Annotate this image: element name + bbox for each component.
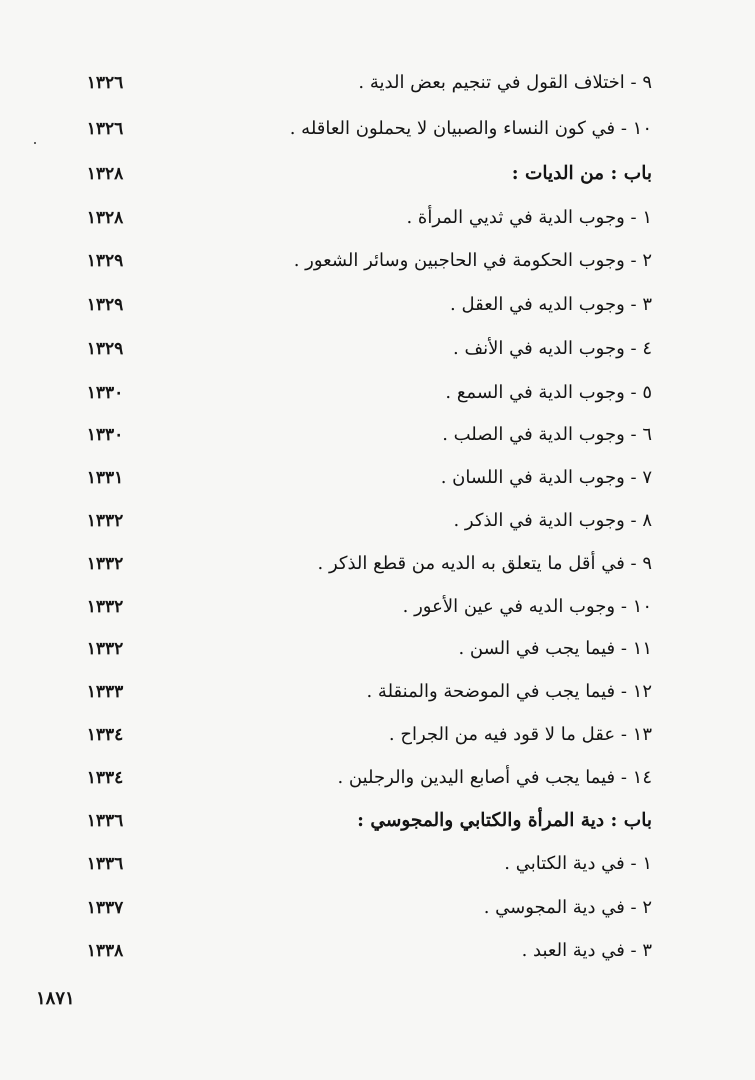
toc-entry-text: ٢ - في دية المجوسي .	[483, 897, 652, 918]
toc-page-number: ١٣٢٩	[86, 295, 124, 315]
toc-page-number: ١٣٣٢	[86, 639, 124, 659]
toc-entry-text: ٥ - وجوب الدية في السمع .	[445, 382, 652, 403]
toc-entry-text: ١ - في دية الكتابي .	[504, 853, 652, 874]
toc-entry-text: ٨ - وجوب الدية في الذكر .	[453, 510, 652, 531]
toc-page-number: ١٣٣٤	[86, 725, 124, 745]
toc-section-heading-row	[70, 806, 652, 850]
toc-row	[70, 290, 652, 334]
toc-row	[70, 936, 652, 980]
toc-page-number: ١٣٣٢	[86, 554, 124, 574]
toc-entry-text: ١ - وجوب الدية في ثديي المرأة .	[406, 207, 652, 228]
toc-row	[70, 378, 652, 422]
toc-page-number: ١٣٢٨	[86, 208, 124, 228]
toc-entry-text: ٩ - في أقل ما يتعلق به الديه من قطع الذكر .	[317, 553, 652, 574]
toc-page-number: ١٣٢٨	[86, 164, 124, 184]
toc-row	[70, 592, 652, 636]
toc-entry-text: ٦ - وجوب الدية في الصلب .	[442, 424, 652, 445]
toc-entry-text: ١٢ - فيما يجب في الموضحة والمنقلة .	[366, 681, 652, 702]
toc-row	[70, 68, 652, 112]
toc-entry-text: ١١ - فيما يجب في السن .	[458, 638, 652, 659]
toc-page-number: ١٣٢٩	[86, 339, 124, 359]
toc-page-number: ١٣٣٧	[86, 898, 124, 918]
toc-row	[70, 246, 652, 290]
toc-row	[70, 114, 652, 158]
toc-row	[70, 634, 652, 678]
toc-row	[70, 549, 652, 593]
toc-row	[70, 463, 652, 507]
toc-row	[70, 420, 652, 464]
folio-page-number: ١٨٧١	[36, 988, 75, 1009]
toc-row	[70, 849, 652, 893]
toc-section-heading: باب : دية المرأة والكتابي والمجوسي :	[357, 810, 652, 831]
toc-entry-text: ٤ - وجوب الديه في الأنف .	[453, 338, 652, 359]
toc-row	[70, 893, 652, 937]
toc-row	[70, 506, 652, 550]
toc-row	[70, 763, 652, 807]
toc-entry-text: ١٤ - فيما يجب في أصابع اليدين والرجلين .	[337, 767, 652, 788]
toc-page-number: ١٣٣٢	[86, 511, 124, 531]
toc-page-number: ١٣٣٦	[86, 811, 124, 831]
toc-section-heading: باب : من الديات :	[511, 163, 652, 184]
toc-page-number: ١٣٣٢	[86, 597, 124, 617]
toc-entry-text: ٣ - في دية العبد .	[521, 940, 652, 961]
toc-page-number: ١٣٣٠	[86, 425, 124, 445]
toc-row	[70, 677, 652, 721]
toc-page-number: ١٣٣٨	[86, 941, 124, 961]
toc-page-number: ١٣٢٦	[86, 119, 124, 139]
print-speck	[34, 142, 36, 144]
toc-entry-text: ١٠ - في كون النساء والصبيان لا يحملون العاقله .	[289, 118, 652, 139]
toc-section-heading-row	[70, 159, 652, 203]
toc-row	[70, 720, 652, 764]
toc-page-number: ١٣٣٣	[86, 682, 124, 702]
toc-entry-text: ٩ - اختلاف القول في تنجيم بعض الدية .	[358, 72, 652, 93]
toc-entry-text: ١٠ - وجوب الديه في عين الأعور .	[402, 596, 652, 617]
toc-entry-text: ١٣ - عقل ما لا قود فيه من الجراح .	[388, 724, 652, 745]
toc-entry-text: ٧ - وجوب الدية في اللسان .	[440, 467, 652, 488]
toc-entry-text: ٣ - وجوب الديه في العقل .	[450, 294, 652, 315]
toc-page-number: ١٣٣٤	[86, 768, 124, 788]
toc-page-number: ١٣٣١	[86, 468, 124, 488]
toc-page-number: ١٣٢٩	[86, 251, 124, 271]
toc-page-number: ١٣٣٦	[86, 854, 124, 874]
toc-entry-text: ٢ - وجوب الحكومة في الحاجبين وسائر الشعور .	[293, 250, 652, 271]
toc-page-number: ١٣٣٠	[86, 383, 124, 403]
toc-row	[70, 334, 652, 378]
toc-page-number: ١٣٢٦	[86, 73, 124, 93]
toc-row	[70, 203, 652, 247]
